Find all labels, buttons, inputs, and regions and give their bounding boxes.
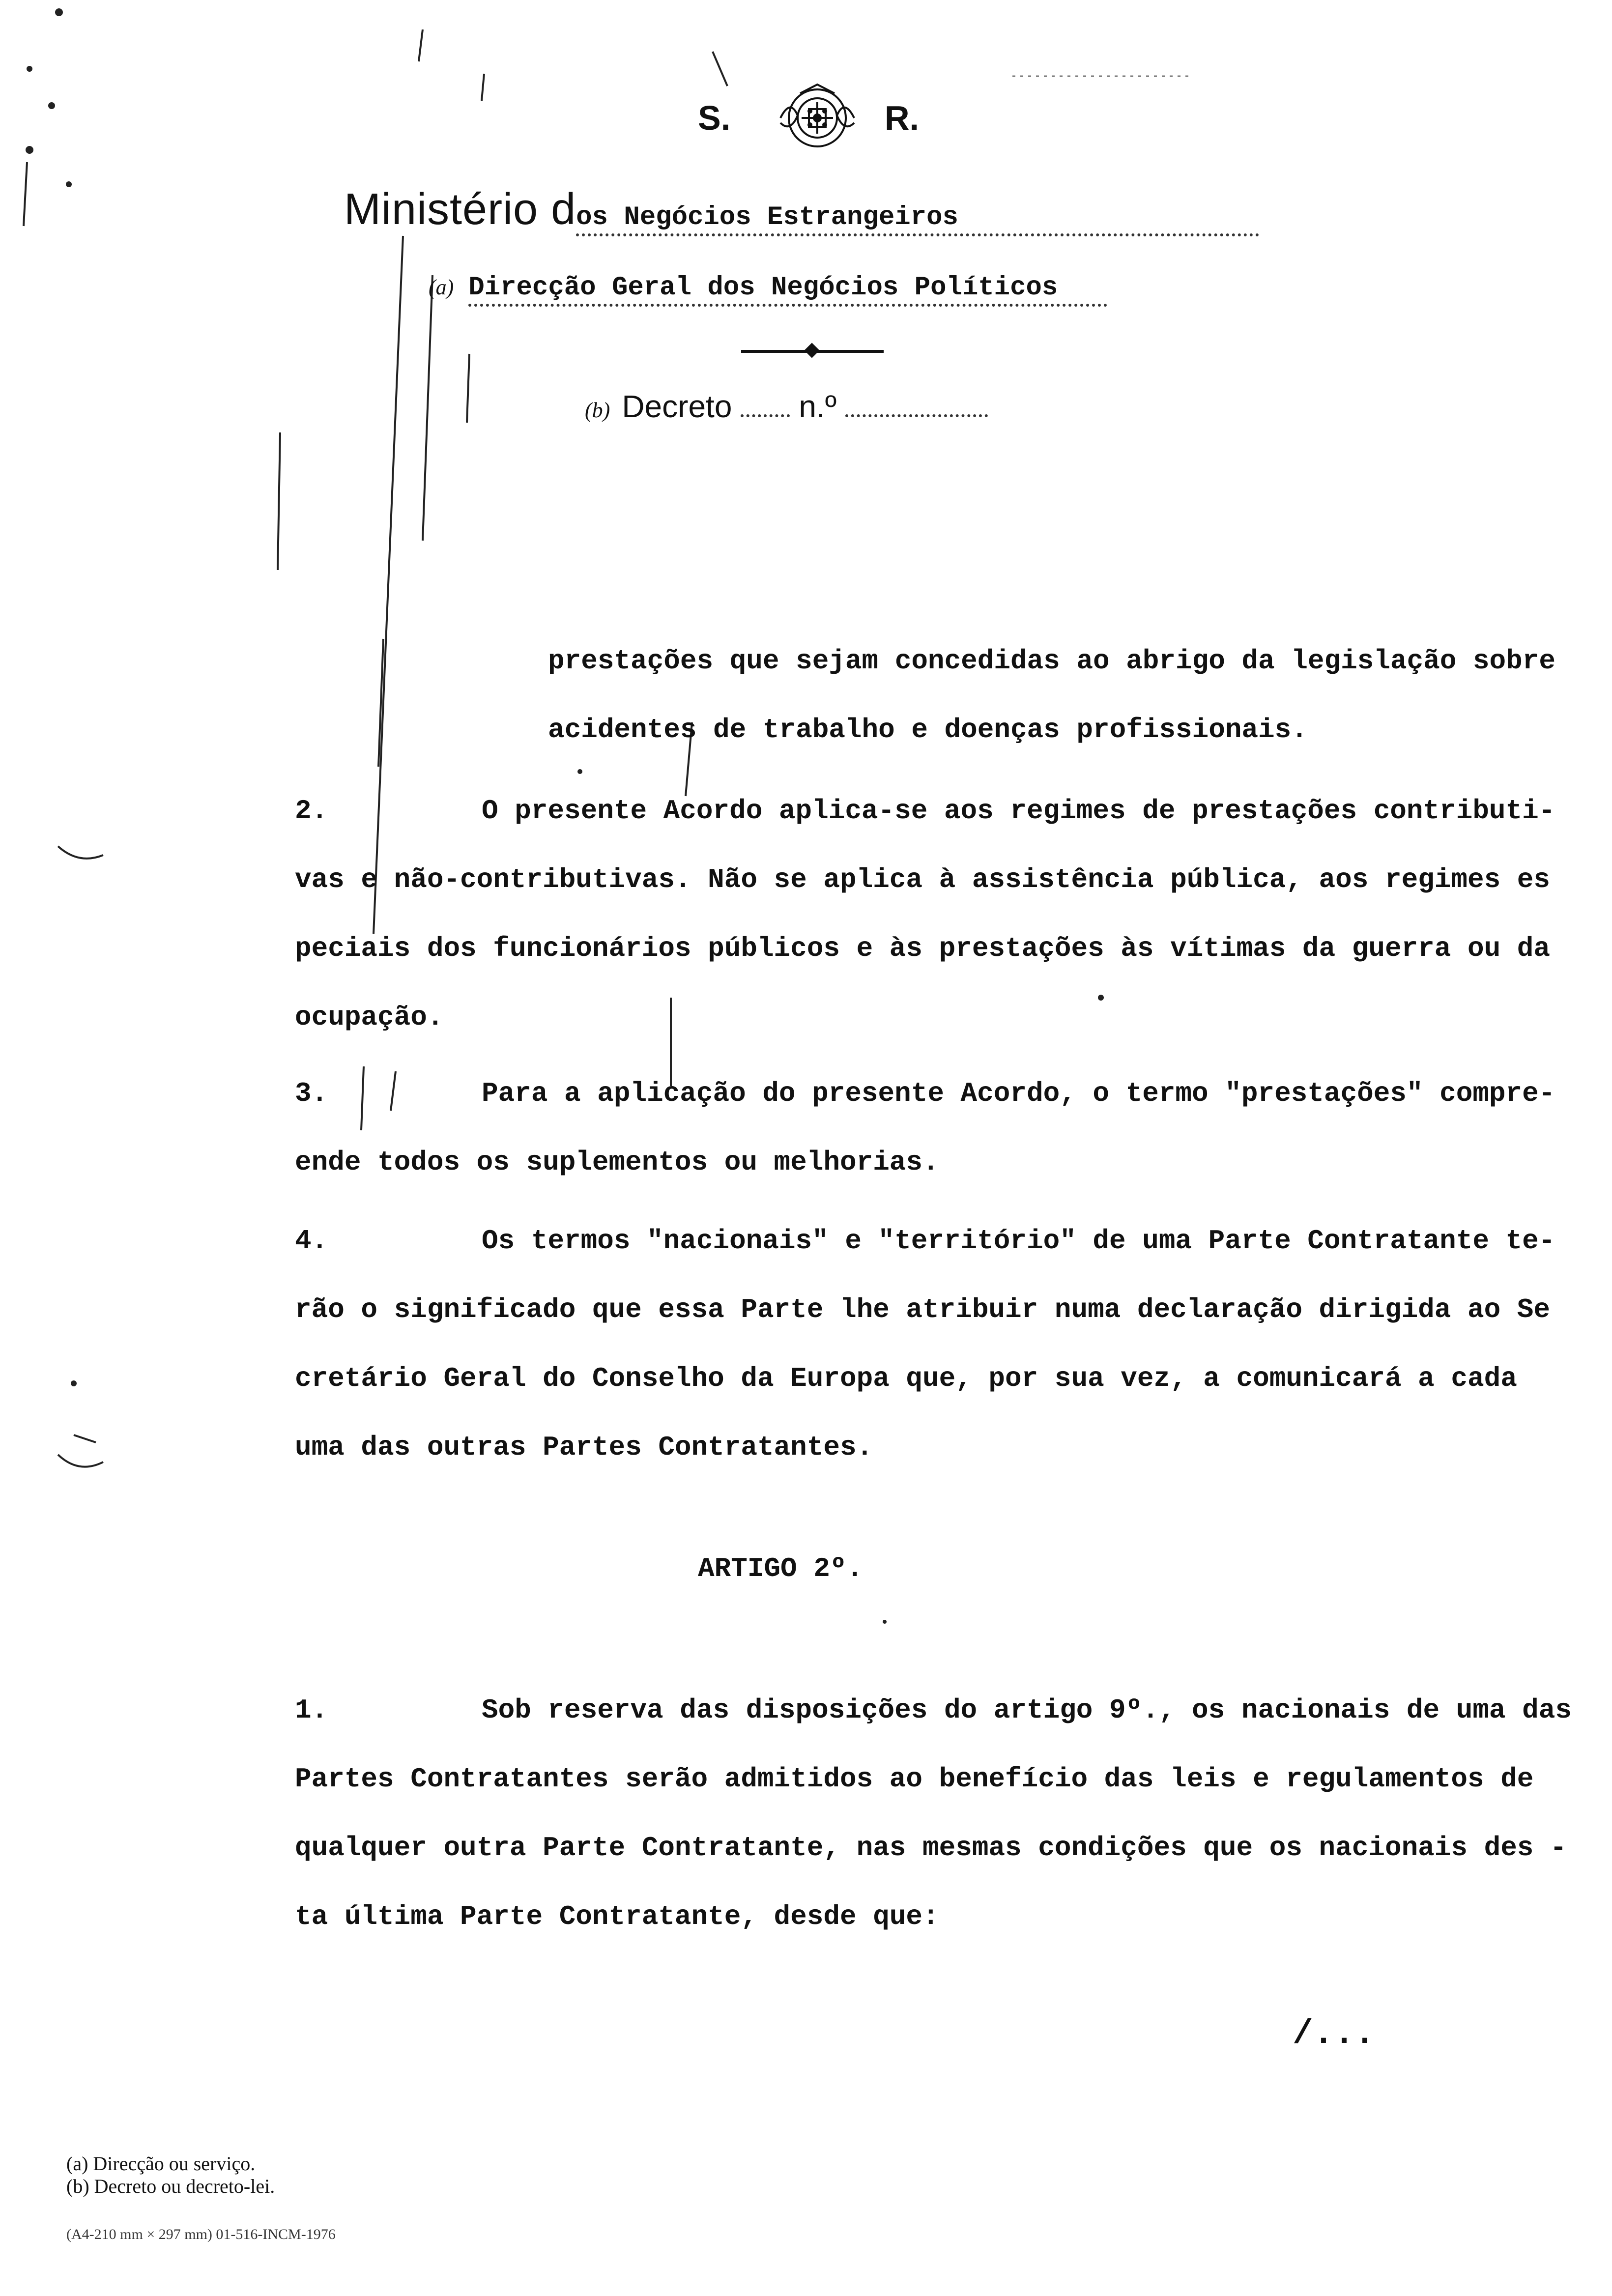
decree-number-label: n.º [799, 389, 837, 424]
text-line: Partes Contratantes serão admitidos ao benefício das leis e regulamentos de [295, 1763, 1534, 1795]
ministry-line [344, 184, 1259, 236]
text-line: rão o significado que essa Parte lhe atribuir numa declaração dirigida ao Se [295, 1294, 1551, 1325]
paragraph-number: 3. [295, 1078, 328, 1109]
text-line: ende todos os suplementos ou melhorias. [295, 1147, 939, 1178]
paragraph-number: 4. [295, 1225, 328, 1257]
direction-line [429, 273, 1107, 307]
printer-line: (A4-210 mm × 297 mm) 01-516-INCM-1976 [66, 2226, 336, 2242]
direction-mark: (a) [429, 275, 454, 299]
article-2-paragraph-1 [295, 1676, 1572, 1951]
decree-line [585, 388, 997, 425]
header-left-letter: S. [698, 99, 731, 137]
decree-mark: (b) [585, 398, 610, 422]
text-line: acidentes de trabalho e doenças profissionais. [548, 714, 1308, 746]
text-line: O presente Acordo aplica-se aos regimes de prestações contributi- [482, 795, 1555, 827]
text-line: ta última Parte Contratante, desde que: [295, 1901, 939, 1932]
text-line: Sob reserva das disposições do artigo 9º., os nacionais de uma das [482, 1694, 1572, 1726]
footnote-b: (b) Decreto ou decreto-lei. [66, 2175, 275, 2197]
decree-blank [741, 412, 790, 417]
footnote-a: (a) Direcção ou serviço. [66, 2152, 256, 2175]
header-right-letter: R. [885, 99, 919, 137]
article-heading: ARTIGO 2º. [698, 1553, 864, 1584]
direction-typed: Direcção Geral dos Negócios Políticos [468, 273, 1107, 307]
continuation-paragraph [295, 627, 1563, 764]
text-line: Para a aplicação do presente Acordo, o termo "prestações" compre- [482, 1078, 1555, 1109]
paragraph-2 [295, 776, 1563, 1052]
text-line: qualquer outra Parte Contratante, nas mesmas condições que os nacionais des - [295, 1832, 1567, 1864]
text-line: uma das outras Partes Contratantes. [295, 1432, 873, 1463]
text-line: prestações que sejam concedidas ao abrigo da legislação sobre [548, 645, 1555, 677]
ministry-printed: Ministério d [344, 185, 576, 234]
decree-number-blank [845, 412, 988, 417]
paragraph-3 [295, 1059, 1563, 1197]
paragraph-4 [295, 1206, 1563, 1482]
ministry-typed: os Negócios Estrangeiros [576, 202, 1259, 236]
text-line: peciais dos funcionários públicos e às prestações às vítimas da guerra ou da [295, 933, 1551, 964]
paragraph-number: 1. [295, 1694, 328, 1726]
divider-diamond-icon [804, 343, 819, 358]
continuation-mark: /... [1293, 2015, 1376, 2054]
text-line: cretário Geral do Conselho da Europa que, por sua vez, a comunicará a cada [295, 1363, 1517, 1394]
paragraph-number: 2. [295, 795, 328, 827]
decree-label: Decreto [622, 389, 732, 424]
coat-of-arms-icon [771, 79, 864, 152]
text-line: ocupação. [295, 1002, 444, 1033]
footnotes [66, 2152, 275, 2198]
text-line: Os termos "nacionais" e "território" de uma Parte Contratante te- [482, 1225, 1555, 1257]
text-line: vas e não-contributivas. Não se aplica à assistência pública, aos regimes es [295, 864, 1551, 895]
